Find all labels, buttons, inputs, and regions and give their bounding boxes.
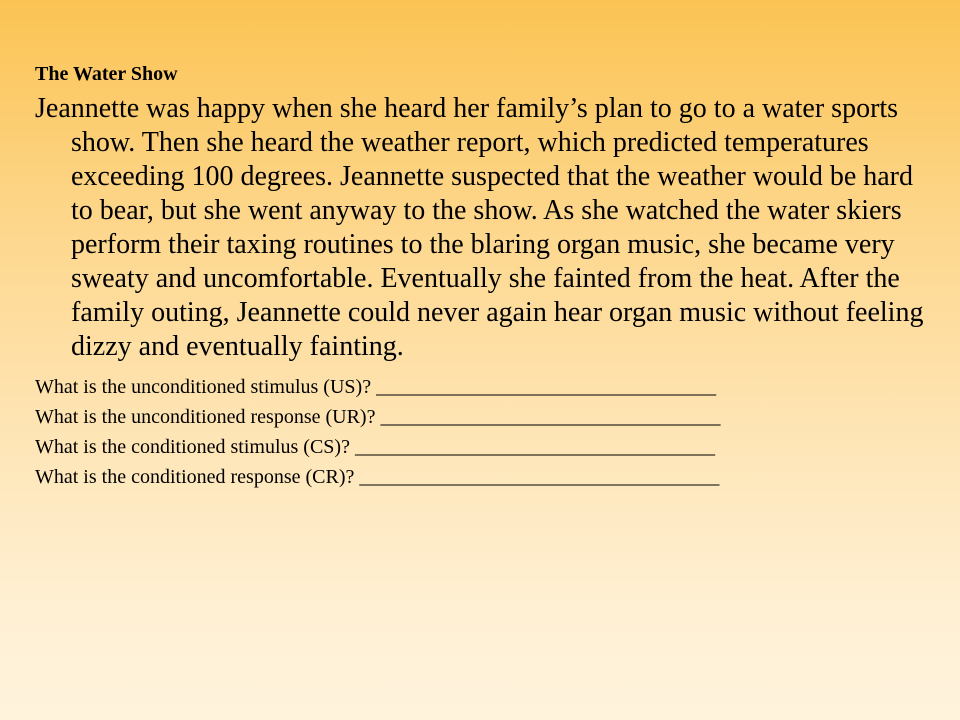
slide-title: The Water Show <box>35 63 178 85</box>
question-us-text: What is the unconditioned stimulus (US)? <box>35 376 372 398</box>
story-paragraph: Jeannette was happy when she heard her family’s plan to go to a water sports show. Then she heard the weather report, which predicted temperatures exceeding 100 degrees. Jeannette suspected that the weather would be hard to bear, but she went anyway to the show. As she watched the water skiers perform their taxing routines to the blaring organ music, she became very sweaty and uncomfortable. Eventually she fainted from the heat. After the family outing, Jeannette could never again hear organ music without feeling dizzy and eventually fainting. <box>35 93 924 362</box>
answer-blank-ur: __________________________________ <box>380 406 721 428</box>
answer-blank-cr: ____________________________________ <box>359 466 720 488</box>
question-ur <box>35 404 935 431</box>
question-us <box>35 374 935 401</box>
question-list <box>35 374 935 491</box>
question-ur-text: What is the unconditioned response (UR)? <box>35 406 376 428</box>
slide-content <box>35 62 935 494</box>
answer-blank-cs: ____________________________________ <box>354 436 715 458</box>
question-cr <box>35 464 935 491</box>
question-cr-text: What is the conditioned response (CR)? <box>35 466 355 488</box>
answer-blank-us: __________________________________ <box>376 376 717 398</box>
question-cs-text: What is the conditioned stimulus (CS)? <box>35 436 350 458</box>
question-cs <box>35 434 935 461</box>
